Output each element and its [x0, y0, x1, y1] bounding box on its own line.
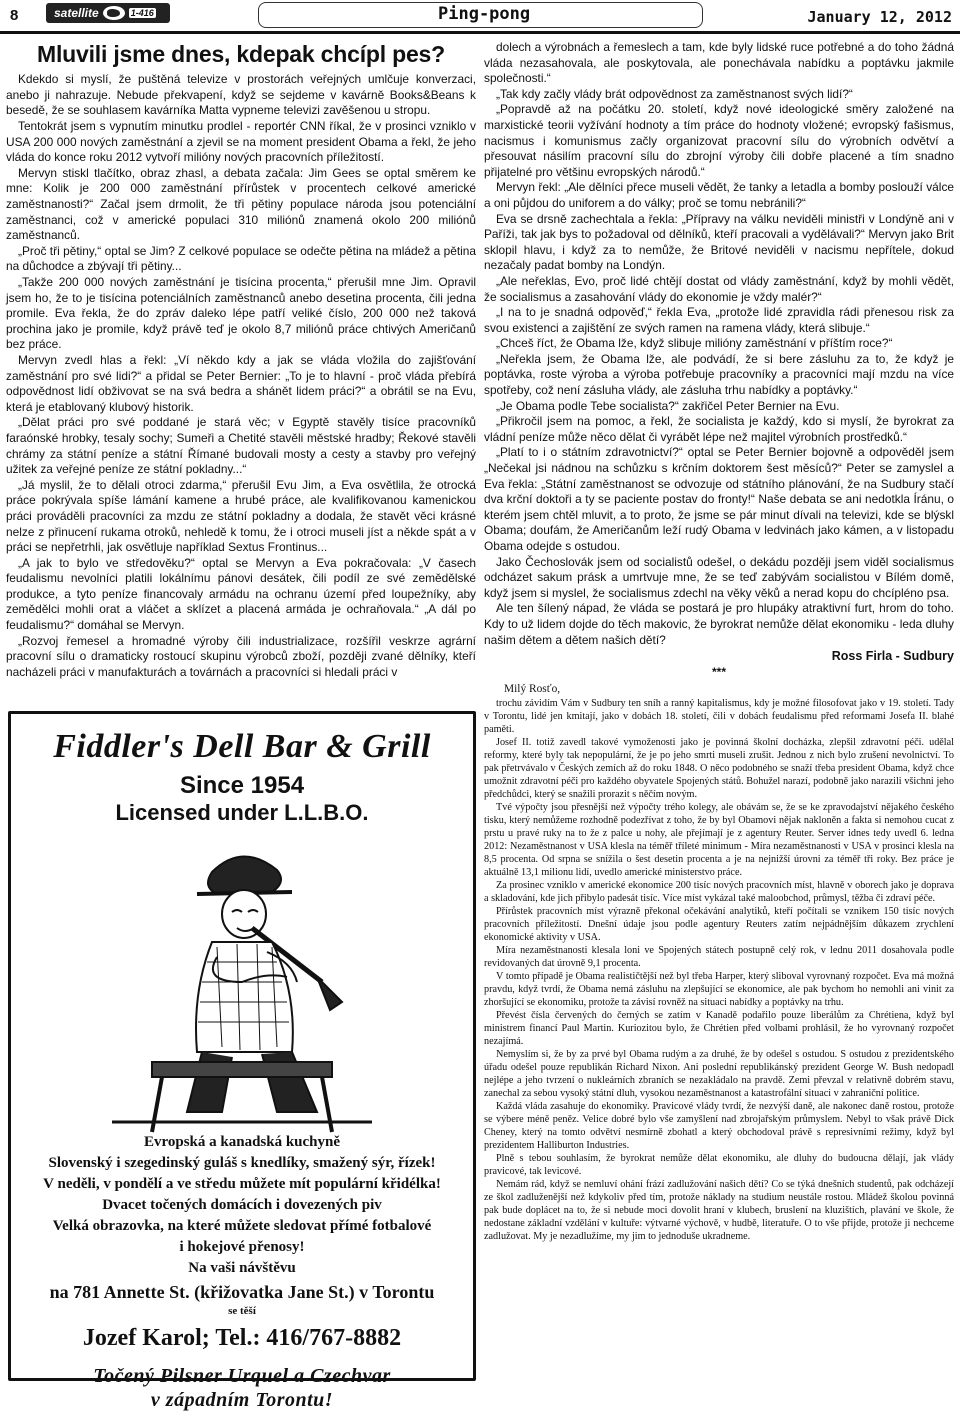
letter-paragraph: Nemám rád, když se nemluví ohání frází zadlužování našich dětí? Co se týká dnešních studentů, pak odcházejí ze škol zadluženější než kdykoliv před tím, protože náklady na studium neustále rostou. Mládež školou povinná pak bude doplácet na to, že si nebude moci dovolit hraní v klubech, bruslení na kluzištích, plavání ve škole, že nedostane základní vzdělání v kultuře: výtvarné výchově, v hudbě, literatuře. O to vše přijde, protože ji nechceme zadlužovat. My je nezadlužíme, my jim to jednoduše ukradneme.: [484, 1179, 954, 1243]
ad-license: Licensed under L.L.B.O.: [115, 800, 369, 825]
article-paragraph: „Proč tři pětiny,“ optal se Jim? Z celkové populace se odečte pětina na mládež a pětina na důchodce a zbývají tři pětiny...: [6, 243, 476, 274]
satellite-logo: [46, 3, 170, 23]
letter-paragraph: Každá vláda zasahuje do ekonomiky. Pravicové vlády tvrdí, že nezvýší daně, ale nakonec daně rostou, protože se výbere méně peněz. Velice dobré bylo vše zamyšlení nad zbrojařským průmyslem. Nebyl to však právě Dick Cheney, který na tomto odvětví nesmírně zbohatl a který obchodoval právě s represivními režimy, když byl prezidentem Halliburton Industries.: [484, 1101, 954, 1152]
ad-line-te-si: se těší: [228, 1305, 256, 1317]
logo-number: 1-416: [130, 8, 154, 18]
ad-line-address: na 781 Annette St. (křižovatka Jane St.) v Torontu: [49, 1282, 435, 1302]
letter-body: [484, 697, 954, 1243]
article-paragraph: Jako Čechoslovák jsem od socialistů odešel, o dekádu později jsem viděl socialismus odcházet sakum prásk a umrtvuje mne, že se teď zabývám socialistou v Bílém domě, když jsem si myslel, že socialismus zdechl na věky věků a nerad kopu do chcípléno psa.: [484, 554, 954, 600]
ad-title: Fiddler's Dell Bar & Grill: [53, 728, 431, 765]
article-paragraph: „A jak to bylo ve středověku?“ optal se Mervyn a Eva pokračovala: „V časech feudalismu nevolníci platili lokálnímu pánovi desátek, čili podíl ze své zemědělské produkce, a tyto peníze financovaly armádu na ochranu území před loupežníky, aby zemědělci mohli orat a vláčet a sklízet a placená armáda je ochraňovala.“ „A dál po feudalismu?“ domáhal se Mervyn.: [6, 555, 476, 633]
article-paragraph: „Ale neřeklas, Evo, proč lidé chtějí dostat od vlády zaměstnání, když by mohli vědět, že socialismus a zasahování vlády do ekonomie je vždy malér?“: [484, 273, 954, 304]
letter-paragraph: trochu závidím Vám v Sudbury ten sníh a ranný kapitalismus, kdy je možné filosofovat jako v 19. století. Tady v Torontu, lidé jen kmitají, jako v dobách 18. století, čili v dobách feudalismu před reformami Josefa II. blahé paměti.: [484, 698, 954, 736]
page-header: [0, 0, 960, 36]
ad-footer-line-2: v západním Torontu!: [150, 1389, 334, 1411]
article-paragraph: „I na to je snadná odpověď,“ řekla Eva, „protože lidé zpravidla rádi přenesou risk za svou existenci a zajištění ze svých ramen na ramena vlády, která slibuje.“: [484, 305, 954, 335]
ad-line-visit: Na vaši návštěvu: [188, 1260, 296, 1276]
left-article-body: [6, 72, 476, 680]
article-paragraph: Eva se drsně zachechtala a řekla: „Přípravy na válku neviděli ministři v Londýně ani v Paříži, tak jak bys to požadoval od dělníků, kteří pracovali a vydělávali?“ Mervyn jako Brit sklopil hlavu, i když za to nemůže, že Britové neviděli v nacismu nepřítele, dokud nezačaly padat bomby na Londýn.: [484, 211, 954, 273]
ad-line-goulash: Slovenský i szegedinský guláš s knedlíky, smažený sýr, řízek!: [48, 1155, 436, 1171]
page-number: 8: [10, 7, 19, 24]
section-title: Ping-pong: [438, 4, 531, 24]
article-paragraph: „Neřekla jsem, že Obama lže, ale podvádí, že si bere zásluhu za to, že když je poptávka, roste výroba a výroba potřebuje pracovníky a pracovníci mají mzdu na více spotřeby, což není zásluha vlády, ale zásluha trhu nabídky a poptávky.“: [484, 351, 954, 398]
article-paragraph: „Platí to i o státním zdravotnictví?“ optal se Peter Bernier bojovně a odpověděl jsem „Nečekal jsi nádnou na schůzku s krčním doktorem šest měsíců?“ Peter se zamyslel a Eva řekla: „Státní zaměstnanost se odvozuje od státního plánování, že na Sudbury stačí dva krční doktoři a ty se paciente postav do fronty!“ Naše debata se ani nedotkla Íránu, o kterém jsem chtěl mluvit, a to proto, že jsme se pár minut dívali na televizi, kde se blýskl Obama; doufám, že Američanům leží rudý Obama v ledvinách jako kámen, a v listopadu Obama odejde s ostudou.: [484, 445, 954, 553]
left-column: [6, 40, 476, 680]
article-paragraph: „Dělat práci pro své poddané je stará věc; v Egyptě stavěly tisíce pracovníků faraónské hrobky, tesaly sochy; Sumeři a Chetité stavěli městské hradby; Řekové stavěli chrámy za státní peníze a státní Římané budovali mosty a cesty a stavby pro veřejný užitek za veřejné peníze ze státní pokladny...“: [6, 415, 476, 477]
restaurant-ad: [8, 711, 476, 1411]
letter-paragraph: Míra nezaměstnanosti klesala loni ve Spojených státech postupně celý rok, v lednu 2011 dosahovala podle revidovaných dat úrovně 9,1 procenta.: [484, 945, 954, 970]
ad-footer-line-1: Točený Pilsner Urquel a Czechvar: [93, 1365, 391, 1387]
ad-footer: [11, 1364, 473, 1412]
header-rule: [0, 31, 960, 34]
article-paragraph: dolech a výrobnách a řemeslech a tam, kde byly lidské ruce potřebné a do toho žádná vláda nezasahovala, ale poskytovala, ale ponechávala nabídku a poptávku jakmile společnosti.“: [484, 40, 954, 86]
article-paragraph: Tentokrát jsem s vypnutím minutku prodlel - reportér CNN říkal, že v prosinci vzniklo v USA 200 000 nových zaměstnání a zjevil se na moment president Obama a řekl, že jeho vláda do konce roku 2012 vytvoří milióny nových pracovních příležitostí.: [6, 119, 476, 165]
article-paragraph: „Rozvoj řemesel a hromadné výroby čili industrializace, rozšířil veskrze agrární pracovní sílu o dramaticky rostoucí skupinu výrobců zboží, později zvané dělníky, kteří nacházeli práci v manufakturách a továrnách a pracovníci si hledali práci v: [6, 633, 476, 679]
article-paragraph: „Přikročil jsem na pomoc, a řekl, že socialista je každý, kdo si myslí, že byrokrat za vládní peníze může něco dělat či vyrábět lépe než majitel výrobních prostředků.“: [484, 414, 954, 444]
article-paragraph: Mervyn zvedl hlas a řekl: „Ví někdo kdy a jak se vláda vložila do zajišťování zaměstnání pro své lidi?“ a přidal se Peter Bernier: „To je to hlavní - proč vláda přebírá odpovědnost lidí obživovat se na svá bedra a shánět lidem práci?“ a obrátil se na Evu, která je etablovaný klubový historik.: [6, 352, 476, 414]
article-paragraph: Mervyn stiskl tlačítko, obraz zhasl, a debata začala: Jim Gees se optal směrem ke mne: Kolik je 200 000 zaměstnání přírůstek v procentech celkové americké zaměstnanosti?“ Začal jsem drmolit, že tři pětiny populace národa jsou potenciální zaměstnanci, což v americké populaci 310 miliónů znamená okolo 200 miliónů zaměstnanců.: [6, 165, 476, 243]
article-paragraph: „Takže 200 000 nových zaměstnání je tisícina procenta,“ přerušil mne Jim. Opravil jsem ho, že to je tisícina potenciálních zaměstnanců anebo desetina procenta, čili jedna promile. Eva řekla, že do zpráv daleko lépe patří veliké číslo, 200 000 než taková prochina jako je promile, když právě teď je okolo 8,7 miliónů práce chtivých Američanů bez práce.: [6, 275, 476, 352]
section-separator: ***: [711, 665, 726, 680]
letter-paragraph: Přírůstek pracovních míst výrazně překonal očekávání analytiků, kteří počítali se vznikem 150 tisíc nových pracovních příležitostí. Dnešní údaje jsou podle agentury Reuters zatím nejpádnějším důkazem zrychlení ekonomické aktivity v USA.: [484, 906, 954, 944]
ad-owner-phone: Jozef Karol; Tel.: 416/767-8882: [82, 1325, 402, 1351]
article-paragraph: „Já myslil, že to dělali otroci zdarma,“ přerušil Evu Jim, a Eva osvětlila, že otrocká práce pokrývala spíše lámání kamene a hrubé práce, ale kvalifikovanou kamenickou práci prováděli pracovníci za mzdu ze státní pokladny a dodala, že stavět věci krásné nelze z přinucení rukama otroků, nehledě k tomu, že i otroci museli jíst a někde spát a v práci se nepřetrhli, jak osvětluje například Sextus Frontinus...: [6, 477, 476, 555]
letter-paragraph: Josef II. totiž zavedl takové vymoženosti jako je povinná školní docházka, zlepšil zdravotní péči. udělal reformy, které byly tak nepopulární, že je po jeho smrti museli zrušit. Jednou z nich bylo zrušení nevolnictví. To pak přetrvávalo v Českých zemích až do roku 1848. O něco podobného se snaží třeba president Obama, když chce umožnit zdravotní péči pro každého obyvatele Spojených států. Bohužel narazí, podobně jako narazili všichni jeho předchůdci, který se snažili prorazit s něčím novým.: [484, 737, 954, 801]
article-paragraph: Kdekdo si myslí, že puštěná televize v prostorách veřejných umlčuje konverzaci, anebo ji nahrazuje. Nebude překvapení, když se sejdeme v kavárně Books&Beans k besedě, že se souhlasem kavárníka Matta vypneme televizi zavěšenou u stropu.: [6, 72, 476, 118]
article-paragraph: „Chceš říct, že Obama lže, když slibuje milióny zaměstnání v příštím roce?“: [496, 336, 893, 351]
letter-paragraph: Plně s tebou souhlasím, že byrokrat nemůže dělat ekonomiku, ale dluhy do budoucna dělají, jak vlády pravicové, tak levicové.: [484, 1153, 954, 1178]
letter-paragraph: Převést čísla červených do černých se zatím v Kanadě podařilo pouze liberálům za Chrétiena, když byl ministrem financí Paul Martin. Kuriozitou bylo, že Chrétien před volbami prohlásil, že ho vyrovnaný rozpočet nezajímá.: [484, 1010, 954, 1048]
ad-line-hockey: i hokejové přenosy!: [179, 1239, 305, 1255]
letter-paragraph: Za prosinec vzniklo v americké ekonomice 200 tisíc nových pracovních míst, hlavně v oborech jako je doprava a skladování, kde jich přibylo padesát tisíc. Více míst vykázal také maloobchod, průmysl, těžba či zdraví péče.: [484, 880, 954, 905]
ad-text-block: [11, 1132, 473, 1354]
ad-line-wings: V neděli, v pondělí a ve středu můžete mít populární křidélka!: [43, 1176, 441, 1192]
ad-line-beer: Dvacet točených domácích i dovezených piv: [102, 1197, 382, 1213]
globe-icon: [103, 6, 125, 20]
letter-paragraph: Nemyslím si, že by za prvé byl Obama rudým a za druhé, že by odešel s ostudou. S ostudou z prezidentského úřadu odešel pouze republikán Richard Nixon. Ani poslední republikánský prezident George W. Bush nedopadl nejlépe a jeho tvrzení o nukleárních zbraních se nezakládalo na pravdě. Zemi převzal v relativně dobrém stavu, zanechal za sebou vysoký státní dluh, vysokou nezaměstnanost a katastrofální situaci v zahraniční politice.: [484, 1049, 954, 1100]
article-signature: Ross Firla - Sudbury: [831, 649, 954, 664]
letter-salutation: Milý Rosťo,: [504, 683, 561, 696]
article-paragraph: „Je Obama podle Tebe socialista?“ zakřičel Peter Bernier na Evu.: [496, 398, 840, 413]
article-title: Mluvili jsme dnes, kdepak chcípl pes?: [36, 41, 445, 67]
letter-paragraph: V tomto případě je Obama realističtější než byl třeba Harper, který sliboval vyrovnaný rozpočet. Eva má možná pravdu, když tvrdí, že Obama nemá zásluhu na zlepšující se ekonomice, ale pak bychom ho nemohli ani vinit za zhoršující se ekonomiku, protože ta závisí rovněž na situaci nabídky a poptávky na trhu.: [484, 971, 954, 1009]
ad-line-cuisine: Evropská a kanadská kuchyně: [143, 1134, 341, 1150]
article-paragraph: „Tak kdy začly vlády brát odpovědnost za zaměstnanost svých lidí?“: [496, 86, 853, 101]
article-paragraph: Ale ten šílený nápad, že vláda se postará je pro hlupáky atraktivní furt, hrom do toho. Kdy to už lidem dojde do těch makovic, že byrokrat nemůže dělat ekonomiku - leda dluhy našim dětem a dětem našich dětí?: [484, 601, 954, 647]
issue-date: January 12, 2012: [807, 8, 952, 26]
letter-paragraph: Tvé výpočty jsou přesnější než výpočty trého kolegy, ale obávám se, že se ke zpravodajství nějakého českého tisku, který nemůžeme rozhodně podezřívat z toho, že by byl Obamovi nějak nakloněn a fakta si nemohou cucat z prstu u pravé ruky na to že z palce u nohy, ale přejímají je z agentury Reuter. Server idnes tedy uvedl 6. ledna 2012: Nezaměstnanost v USA klesla na téměř tříleté minimum - Míra nezaměstnanosti v USA v prosinci klesla na 8,5 procenta. Od srpna se snížila o šest desetin procenta a je na nejnižší úrovni za téměř tři roky. Bez práce je aktuálně 13,1 milionu lidí, uvedlo americké ministerstvo práce.: [484, 802, 954, 879]
right-column: [484, 40, 954, 1243]
article-paragraph: Mervyn řekl: „Ale dělníci přece museli vědět, že tanky a letadla a bomby poslouží válce a oni půjdou do uniforem a do války; proč se tomu nebránili?“: [484, 180, 954, 210]
ad-line-screen: Velká obrazovka, na které můžete sledovat přímé fotbalové: [52, 1218, 432, 1234]
ad-since: Since 1954: [179, 772, 305, 799]
right-article-body: [484, 40, 954, 648]
fiddler-illustration: [92, 832, 392, 1132]
logo-text: satellite: [54, 6, 99, 20]
article-paragraph: „Popravdě až na počátku 20. století, když nové ideologické směry založené na marxistické teorii vyžívání hodnoty a tím práce do hodnoty vložené; evropský fašismus, nacismus i komunismus začly organizovat pracovní sílu do výrobních odvětví a přesouvat násilím pracovní sílu do zbrojní výroby čili dobře placené a tím snadno přijatelné pro většinu evropských národů.“: [484, 102, 954, 179]
